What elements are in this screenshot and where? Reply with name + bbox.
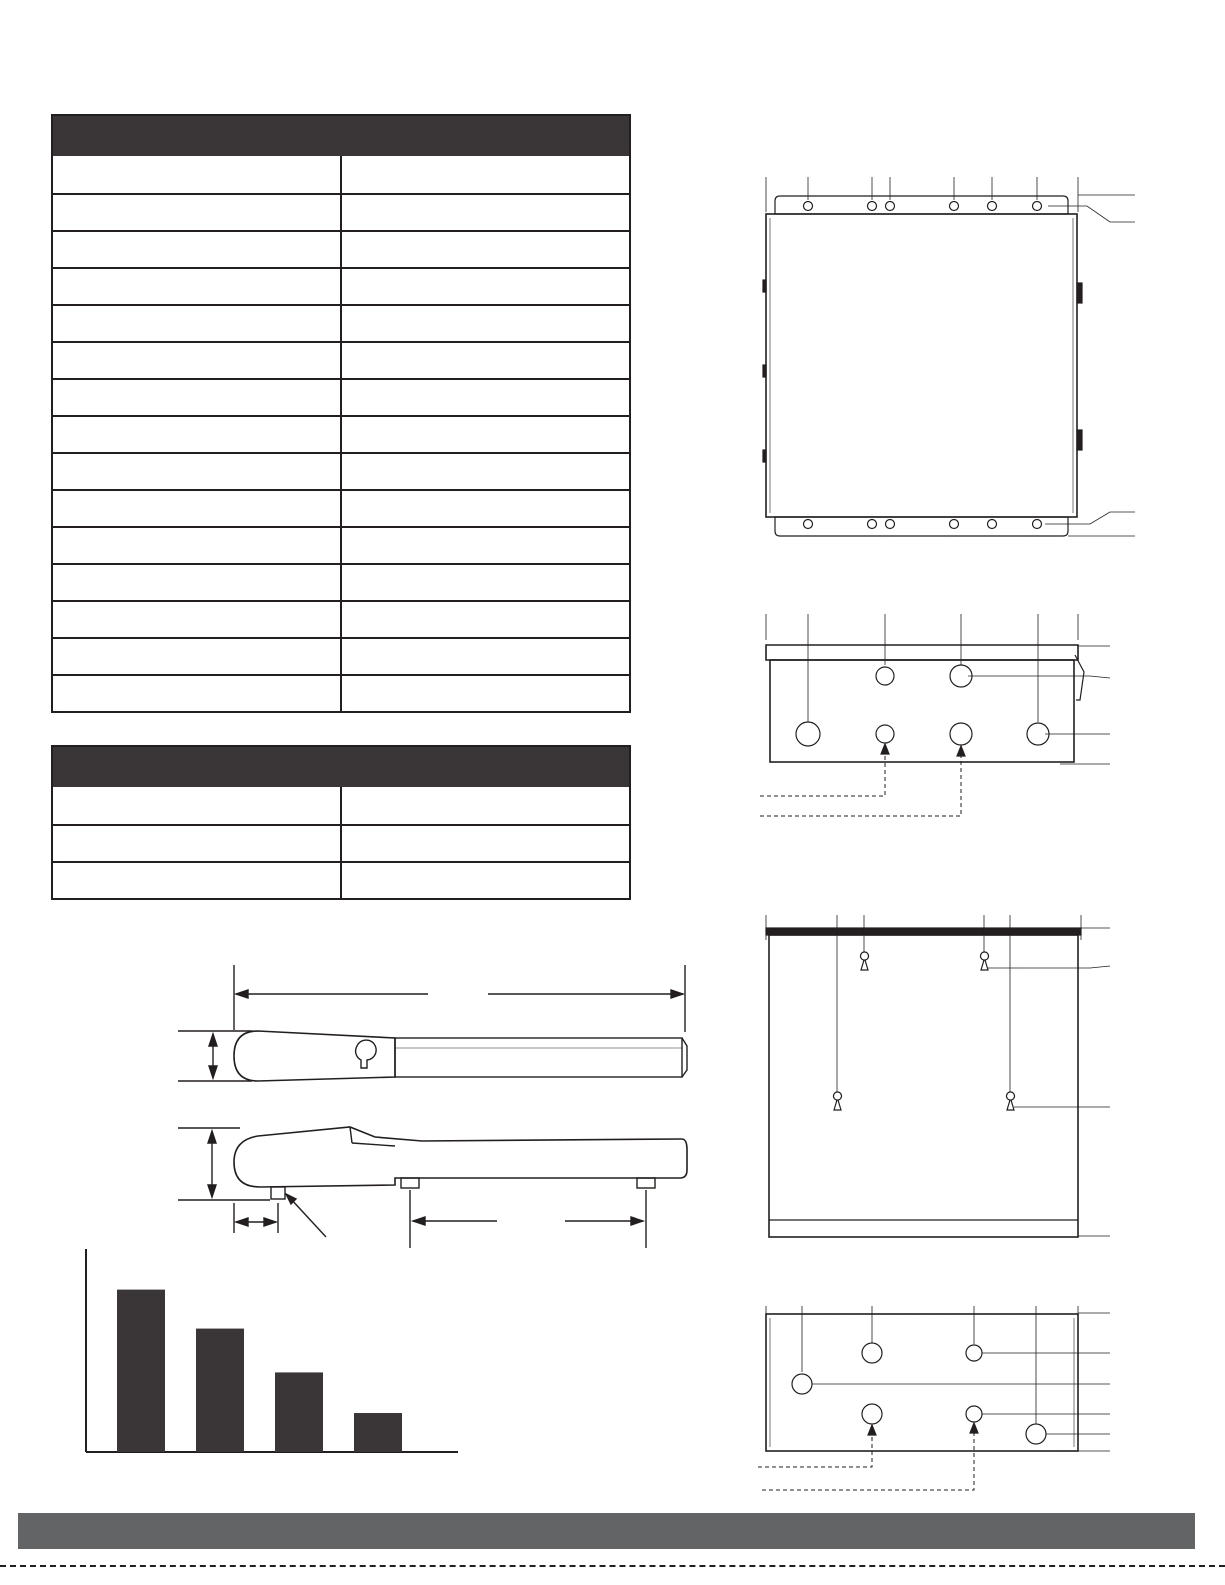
footer-bar xyxy=(18,1513,1195,1549)
page-trim-line xyxy=(0,1565,1225,1567)
